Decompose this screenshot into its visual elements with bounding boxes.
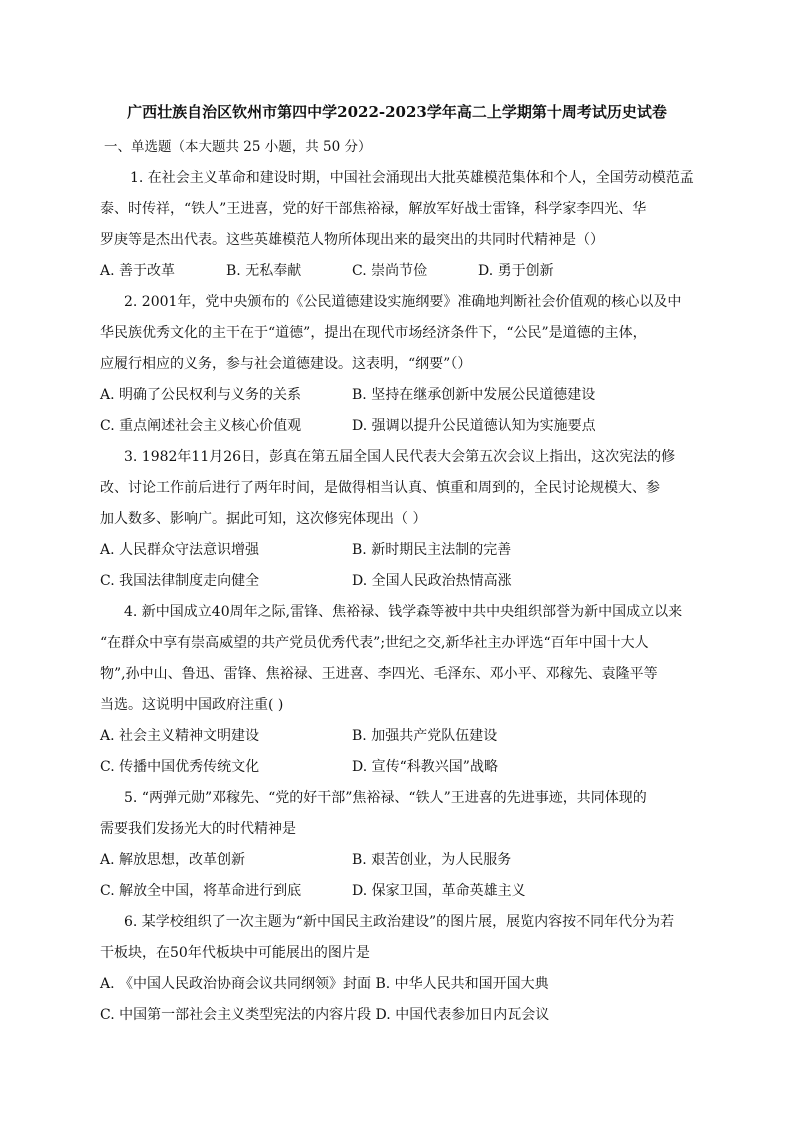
option-a-b[interactable]: A. 《中国人民政治协商会议共同纲领》封面 B. 中华人民共和国开国大典 [100, 976, 549, 992]
question-text-line: 加人数多、影响广。据此可知，这次修宪体现出（ ） [100, 511, 427, 527]
question-list [100, 163, 700, 1031]
question-text-line: 4. 新中国成立40周年之际,雷锋、焦裕禄、钱学森等被中共中央组织部誉为新中国成立以来 [124, 604, 683, 620]
option-b[interactable]: B. 艰苦创业，为人民服务 [352, 852, 512, 868]
options-row [100, 752, 700, 783]
question-text-line: 应履行相应的义务，参与社会道德建设。这表明，“纲要”（） [100, 356, 472, 372]
option-c[interactable]: C. 崇尚节俭 [352, 263, 428, 279]
question-3 [100, 442, 700, 597]
option-b[interactable]: B. 新时期民主法制的完善 [352, 542, 512, 558]
option-a[interactable]: A. 社会主义精神文明建设 [100, 728, 260, 744]
option-a[interactable]: A. 明确了公民权利与义务的关系 [100, 387, 302, 403]
option-c-d[interactable]: C. 中国第一部社会主义类型宪法的内容片段 D. 中国代表参加日内瓦会议 [100, 1007, 550, 1023]
options-row [100, 411, 700, 442]
question-text-line: 改、讨论工作前后进行了两年时间，是做得相当认真、慎重和周到的，全民讨论规模大、参 [100, 480, 660, 496]
question-text-line: 华民族优秀文化的主干在于“道德”，提出在现代市场经济条件下，“公民”是道德的主体， [100, 325, 647, 341]
options-row [100, 256, 700, 287]
option-b[interactable]: B. 坚持在继承创新中发展公民道德建设 [352, 387, 596, 403]
options-row [100, 380, 700, 411]
question-text-line: 物”,孙中山、鲁迅、雷锋、焦裕禄、王进喜、李四光、毛泽东、邓小平、邓稼先、袁隆平等 [100, 666, 658, 682]
options-row [100, 876, 700, 907]
page-title: 广西壮族自治区钦州市第四中学2022-2023学年高二上学期第十周考试历史试卷 [127, 103, 667, 121]
question-text-line: “在群众中享有崇高威望的共产党员优秀代表”;世纪之交,新华社主办评选“百年中国十大人 [100, 635, 649, 651]
options-row [100, 535, 700, 566]
options-row [100, 566, 700, 597]
option-c[interactable]: C. 重点阐述社会主义核心价值观 [100, 418, 302, 434]
question-text-line: 干板块，在50年代板块中可能展出的图片是 [100, 945, 370, 961]
question-5 [100, 783, 700, 907]
option-d[interactable]: D. 强调以提升公民道德认知为实施要点 [352, 418, 596, 434]
question-text-line: 5. “两弹元勋”邓稼先、“党的好干部”焦裕禄、“铁人”王进喜的先进事迹，共同体现的 [124, 790, 647, 806]
option-d[interactable]: D. 宣传“科教兴国”战略 [352, 759, 498, 775]
question-text-line: 3. 1982年11月26日，彭真在第五届全国人民代表大会第五次会议上指出，这次宪法的修 [124, 449, 676, 465]
question-text-line: 6. 某学校组织了一次主题为“新中国民主政治建设”的图片展，展览内容按不同年代分为若 [124, 914, 675, 930]
option-d[interactable]: D. 勇于创新 [478, 263, 554, 279]
section-heading: 一、单选题（本大题共 25 小题，共 50 分） [104, 139, 372, 155]
option-c[interactable]: C. 解放全中国，将革命进行到底 [100, 883, 302, 899]
options-row [100, 1000, 700, 1031]
question-6 [100, 907, 700, 1031]
option-b[interactable]: B. 加强共产党队伍建设 [352, 728, 498, 744]
option-a[interactable]: A. 人民群众守法意识增强 [100, 542, 260, 558]
question-text-line: 1. 在社会主义革命和建设时期，中国社会涌现出大批英雄模范集体和个人，全国劳动模范孟 [130, 170, 694, 186]
option-a[interactable]: A. 善于改革 [100, 263, 176, 279]
options-row [100, 969, 700, 1000]
question-2 [100, 287, 700, 442]
options-row [100, 845, 700, 876]
question-text-line: 泰、时传祥，“铁人”王进喜，党的好干部焦裕禄，解放军好战士雷锋，科学家李四光、华 [100, 201, 647, 217]
options-row [100, 721, 700, 752]
question-text-line: 需要我们发扬光大的时代精神是 [100, 821, 296, 837]
question-text-line: 罗庚等是杰出代表。这些英雄模范人物所体现出来的最突出的共同时代精神是（） [100, 232, 604, 248]
option-c[interactable]: C. 我国法律制度走向健全 [100, 573, 260, 589]
option-c[interactable]: C. 传播中国优秀传统文化 [100, 759, 260, 775]
question-text-line: 2. 2001年，党中央颁布的《公民道德建设实施纲要》准确地判断社会价值观的核心以及中 [124, 294, 682, 310]
question-text-line: 当选。这说明中国政府注重( ) [100, 697, 284, 713]
question-4 [100, 597, 700, 783]
option-d[interactable]: D. 全国人民政治热情高涨 [352, 573, 512, 589]
option-b[interactable]: B. 无私奉献 [226, 263, 302, 279]
question-1 [100, 163, 700, 287]
option-d[interactable]: D. 保家卫国，革命英雄主义 [352, 883, 526, 899]
option-a[interactable]: A. 解放思想，改革创新 [100, 852, 246, 868]
